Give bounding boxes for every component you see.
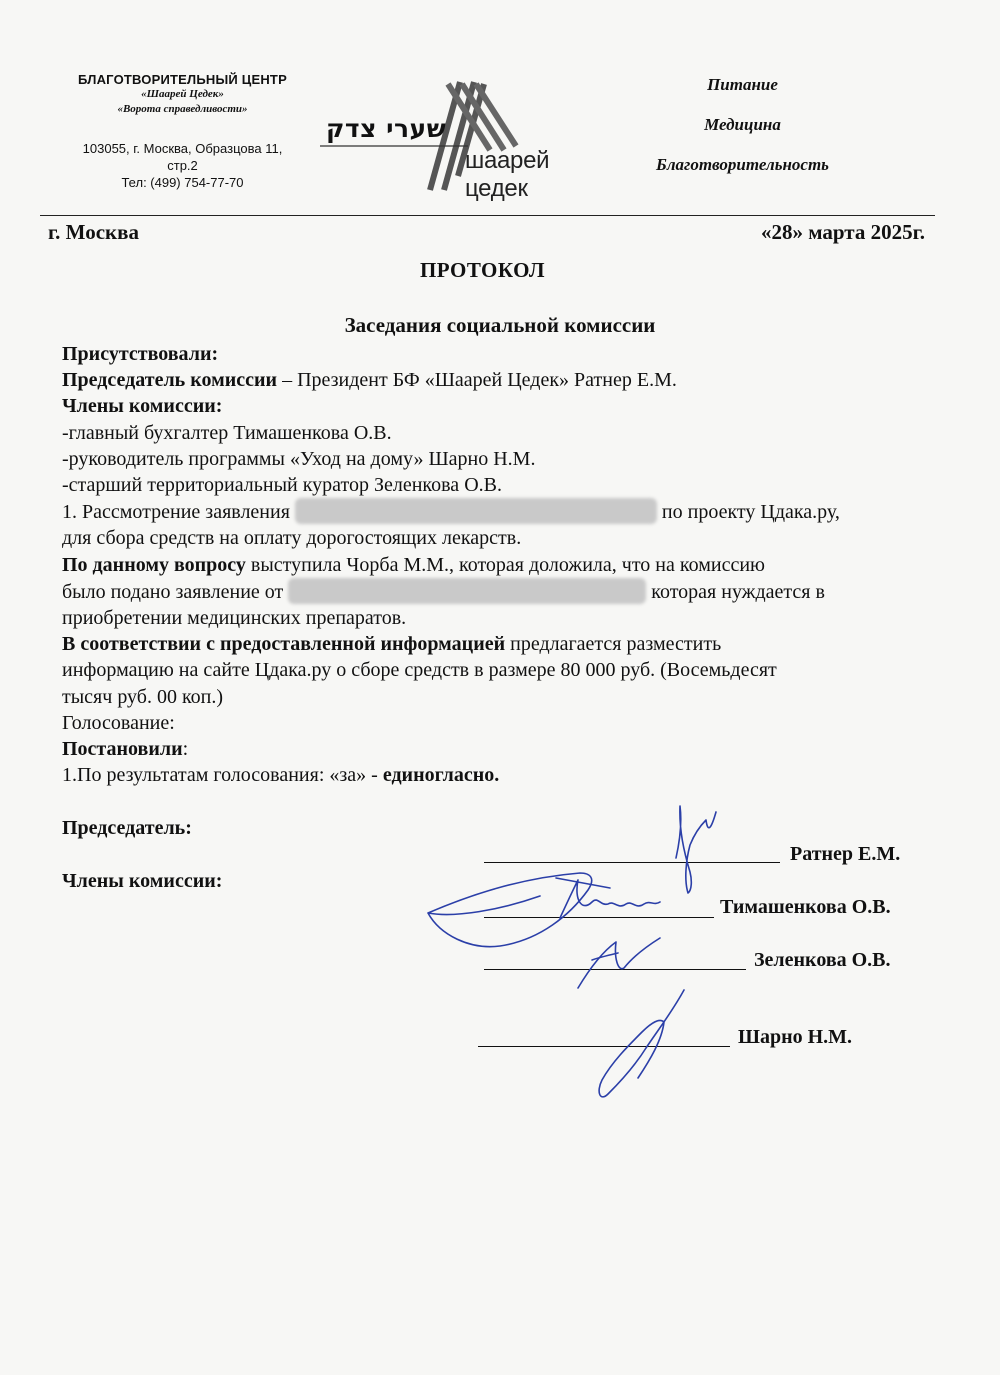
city: г. Москва	[48, 220, 139, 244]
address-line: 103055, г. Москва, Образцова 11,	[82, 141, 283, 156]
item1-line2: для сбора средств на оплату дорогостоящих лекарств.	[62, 527, 522, 550]
service-item: Благотворительность	[656, 155, 829, 174]
resolved-colon: :	[182, 738, 189, 761]
organization-subtitle: «Шаарей Цедек»	[141, 88, 224, 100]
signatory-name: Зеленкова О.В.	[754, 949, 891, 971]
member-line: -старший территориальный куратор Зеленкова О.В.	[62, 474, 502, 497]
statement-end: которая нуждается в	[646, 580, 825, 603]
question-label: По данному вопросу	[62, 553, 246, 576]
result-text: 1.По результатам голосования: «за» -	[62, 764, 383, 787]
present-label: Присутствовали:	[62, 343, 219, 365]
accordance-label: В соответствии с предоставленной информацией	[62, 633, 506, 656]
logo-russian-text: шаарей цедек	[465, 147, 550, 202]
result-bold: единогласно.	[382, 764, 500, 787]
member-line: -главный бухгалтер Тимашенкова О.В.	[62, 421, 392, 444]
voting-label: Голосование:	[62, 711, 175, 734]
document-date: «28» марта 2025г.	[760, 220, 925, 244]
chair-label: Председатель комиссии	[62, 369, 278, 392]
chair-signature-label: Председатель:	[62, 817, 192, 839]
statement-line2: приобретении медицинских препаратов.	[62, 607, 407, 630]
resolved-label: Постановили	[62, 738, 183, 761]
signatory-name: Шарно Н.М.	[738, 1026, 853, 1048]
chair-text: – Президент БФ «Шаарей Цедек» Ратнер Е.М.	[277, 369, 677, 392]
logo-hebrew-text: שערי צדק	[326, 114, 447, 143]
organization-motto: «Ворота справедливости»	[117, 103, 248, 115]
organization-name: БЛАГОТВОРИТЕЛЬНЫЙ ЦЕНТР	[78, 72, 287, 87]
question-text: выступила Чорба М.М., которая доложила, что на комиссию	[245, 553, 765, 576]
members-label: Члены комиссии:	[62, 395, 223, 418]
signatory-name: Тимашенкова О.В.	[720, 896, 891, 918]
item1-start: 1. Рассмотрение заявления	[62, 501, 295, 524]
service-item: Питание	[707, 75, 778, 94]
member-line: -руководитель программы «Уход на дому» Шарно Н.М.	[62, 447, 536, 470]
signatory-name: Ратнер Е.М.	[790, 843, 901, 865]
phone-number: Тел: (499) 754-77-70	[121, 175, 244, 190]
service-item: Медицина	[704, 115, 781, 134]
document-subtitle: Заседания социальной комиссии	[344, 313, 656, 337]
statement-start: было подано заявление от	[62, 580, 289, 603]
document-title: ПРОТОКОЛ	[419, 258, 546, 282]
members-signature-label: Члены комиссии:	[62, 870, 223, 892]
address-line: стр.2	[167, 158, 198, 173]
accordance-line2: информацию на сайте Цдака.ру о сборе средств в размере 80 000 руб. (Восемьдесят	[62, 659, 777, 682]
accordance-text: предлагается разместить	[505, 633, 722, 656]
item1-end: по проекту Цдака.ру,	[656, 501, 840, 524]
accordance-line3: тысяч руб. 00 коп.)	[62, 685, 224, 708]
